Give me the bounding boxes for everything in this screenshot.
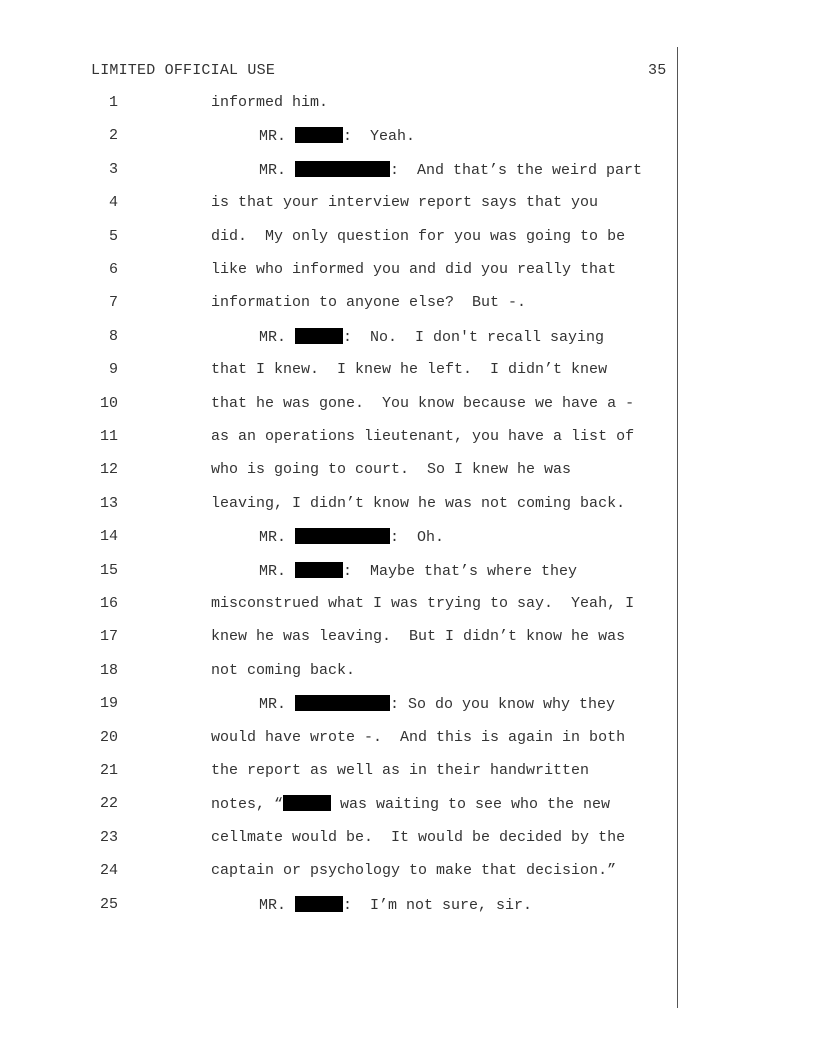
line-number: 1: [108, 94, 118, 111]
transcript-line: [0, 628, 816, 650]
transcript-line: [0, 795, 816, 817]
line-number: 20: [99, 728, 118, 746]
line-text: [211, 862, 616, 879]
line-number: 8: [108, 327, 118, 345]
text-segment: leaving, I didn’t know he was not coming back.: [211, 494, 626, 512]
text-segment: MR.: [259, 562, 296, 580]
redaction-box: [295, 562, 343, 578]
text-segment: informed him.: [211, 94, 329, 111]
line-number: 19: [99, 695, 118, 713]
text-segment: the report as well as in their handwritten: [211, 762, 590, 779]
redaction-box: [283, 795, 331, 811]
line-number: 16: [99, 595, 118, 612]
text-segment: knew he was leaving. But I didn’t know he was: [211, 628, 626, 646]
line-number: 21: [99, 762, 118, 779]
transcript-line: [0, 395, 816, 417]
line-number: 22: [99, 795, 118, 813]
text-segment: MR.: [259, 696, 296, 714]
text-segment: : I’m not sure, sir.: [343, 896, 533, 914]
line-number: 3: [108, 160, 118, 178]
line-number: 12: [99, 461, 118, 479]
line-text: [259, 161, 642, 179]
line-number: 4: [108, 194, 118, 212]
line-text: [211, 428, 634, 445]
line-text: [211, 495, 625, 512]
line-number: 11: [99, 428, 118, 445]
line-text: [211, 461, 571, 478]
line-number: 15: [99, 561, 118, 579]
text-segment: MR.: [259, 896, 296, 914]
line-text: [211, 261, 616, 278]
line-text: [211, 94, 328, 111]
transcript-line: [0, 228, 816, 250]
transcript-line: [0, 662, 816, 684]
redaction-box: [295, 328, 343, 344]
line-number: 9: [108, 361, 118, 379]
text-segment: did. My only question for you was going to be: [211, 227, 626, 245]
line-text: [211, 595, 634, 612]
page-number: 35: [648, 62, 667, 79]
transcript-line: [0, 194, 816, 216]
line-text: [259, 896, 532, 914]
text-segment: : Oh.: [390, 529, 445, 547]
line-number: 10: [99, 394, 118, 412]
line-text: [211, 361, 607, 378]
line-text: [211, 762, 589, 779]
line-text: [211, 628, 625, 645]
redaction-box: [295, 896, 343, 912]
text-segment: that I knew. I knew he left. I didn’t knew: [211, 361, 608, 379]
text-segment: cellmate would be. It would be decided by the: [211, 828, 626, 846]
redaction-box: [295, 695, 390, 711]
text-segment: : And that’s the weird part: [390, 161, 643, 179]
transcript-line: [0, 495, 816, 517]
line-text: [211, 228, 625, 245]
redaction-box: [295, 528, 390, 544]
line-text: [211, 729, 625, 746]
line-text: [259, 695, 615, 713]
text-segment: MR.: [259, 161, 296, 179]
transcript-line: [0, 562, 816, 584]
line-text: [259, 328, 604, 346]
text-segment: that he was gone. You know because we have a -: [211, 394, 635, 412]
text-segment: who is going to court. So I knew he was: [211, 461, 572, 479]
text-segment: like who informed you and did you really that: [211, 261, 617, 278]
transcript-line: [0, 729, 816, 751]
transcript-line: [0, 762, 816, 784]
text-segment: as an operations lieutenant, you have a list of: [211, 428, 635, 445]
transcript-line: [0, 361, 816, 383]
transcript-line: [0, 528, 816, 550]
line-text: [211, 294, 526, 311]
text-segment: MR.: [259, 529, 296, 547]
text-segment: MR.: [259, 328, 296, 346]
text-segment: MR.: [259, 128, 296, 146]
transcript-line: [0, 461, 816, 483]
classification-header: LIMITED OFFICIAL USE: [91, 62, 276, 79]
text-segment: information to anyone else? But -.: [211, 294, 527, 312]
transcript-line: [0, 94, 816, 116]
transcript-line: [0, 127, 816, 149]
redaction-box: [295, 161, 390, 177]
line-text: [211, 662, 355, 679]
line-text: [259, 528, 444, 546]
line-number: 14: [99, 528, 118, 546]
line-number: 24: [99, 862, 118, 880]
text-segment: : Yeah.: [343, 128, 416, 146]
line-number: 17: [99, 628, 118, 646]
text-segment: notes, “: [211, 796, 284, 814]
transcript-line: [0, 294, 816, 316]
text-segment: would have wrote -. And this is again in both: [211, 728, 626, 746]
transcript-line: [0, 428, 816, 450]
text-segment: was waiting to see who the new: [331, 796, 611, 814]
transcript-line: [0, 862, 816, 884]
line-text: [211, 829, 625, 846]
line-number: 5: [108, 227, 118, 245]
transcript-line: [0, 695, 816, 717]
transcript-line: [0, 161, 816, 183]
transcript-line: [0, 829, 816, 851]
line-text: [259, 562, 577, 580]
transcript-line: [0, 896, 816, 918]
transcript-line: [0, 595, 816, 617]
line-number: 13: [99, 494, 118, 512]
line-number: 2: [108, 127, 118, 145]
transcript-line: [0, 261, 816, 283]
line-number: 7: [108, 294, 118, 312]
text-segment: is that your interview report says that you: [211, 194, 599, 212]
text-segment: : So do you know why they: [390, 696, 616, 714]
redaction-box: [295, 127, 343, 143]
line-number: 18: [99, 661, 118, 679]
text-segment: : No. I don't recall saying: [343, 328, 605, 346]
line-text: [211, 395, 634, 412]
line-number: 25: [99, 895, 118, 913]
text-segment: misconstrued what I was trying to say. Yeah, I: [211, 595, 635, 612]
line-number: 23: [99, 828, 118, 846]
line-text: [259, 127, 415, 145]
line-text: [211, 795, 610, 813]
text-segment: : Maybe that’s where they: [343, 562, 578, 580]
text-segment: not coming back.: [211, 661, 356, 679]
text-segment: captain or psychology to make that decision.”: [211, 862, 617, 880]
transcript-line: [0, 328, 816, 350]
line-text: [211, 194, 598, 211]
line-number: 6: [108, 261, 118, 278]
